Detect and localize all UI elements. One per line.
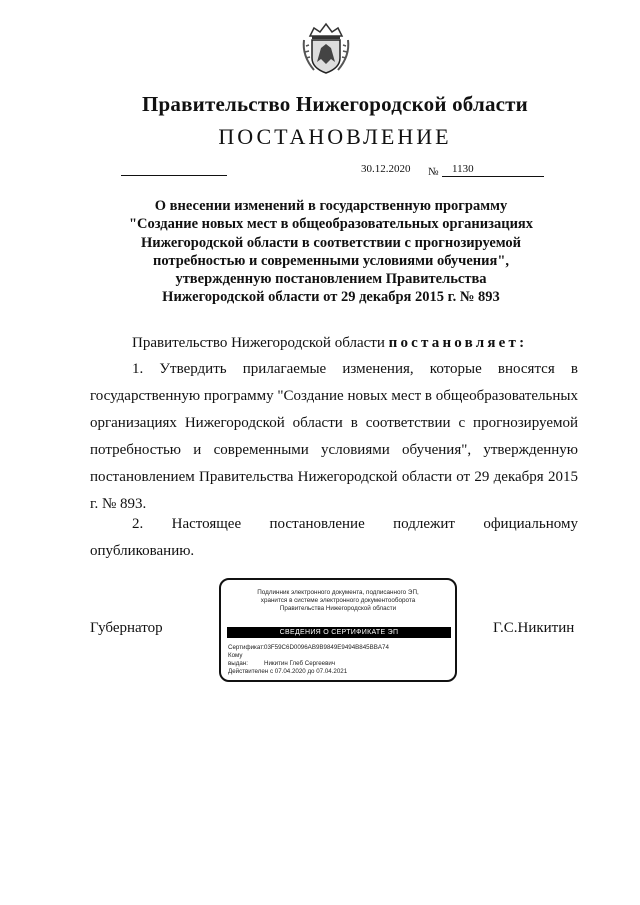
organization-title: Правительство Нижегородской области [142, 92, 528, 116]
subject-line: Нижегородской области от 29 декабря 2015 г. № 893 [162, 289, 500, 306]
paragraph-1: 1. Утвердить прилагаемые изменения, которые вносятся в государственную программу "Создание новых мест в общеобразовательных организациях Нижегородской области в соответствии с прогнозируемой потребностью и современными условиями обучения", утвержденную постановлением Правительства Нижегородской области от 29 декабря 2015 г. № 893. [90, 361, 578, 512]
signatory-position: Губернатор [90, 620, 163, 636]
issued-to-value: Никитин Глеб Сергеевич [264, 660, 336, 667]
stamp-certificate-details [228, 644, 389, 676]
document-date: 30.12.2020 [361, 163, 411, 175]
signatory-name: Г.С.Никитин [493, 620, 575, 636]
subject-line: "Создание новых мест в общеобразовательных организациях [128, 216, 534, 233]
issued-to-row [228, 652, 389, 668]
document-subject [104, 197, 558, 307]
issued-to-label: Кому выдан: [228, 652, 248, 667]
coat-of-arms-emblem [300, 18, 352, 76]
e-signature-stamp [219, 578, 457, 682]
stamp-note [229, 589, 447, 613]
certificate-value: 03F59C6D0096AB9B9849E9494B845BBA74 [264, 644, 389, 651]
stamp-note-line: Подлинник электронного документа, подписанного ЭП, [257, 589, 419, 596]
subject-line: Нижегородской области в соответствии с прогнозируемой [140, 234, 522, 251]
preamble [132, 335, 527, 352]
validity-row: Действителен с 07.04.2020 до 07.04.2021 [228, 668, 348, 675]
subject-line: потребностью и современными условиями обучения", [152, 252, 510, 269]
blank-date-line [121, 175, 227, 176]
document-number: 1130 [442, 163, 544, 177]
number-sign: № [428, 166, 439, 178]
stamp-note-line: Правительства Нижегородской области [279, 605, 397, 612]
certificate-row [228, 644, 389, 652]
preamble-lead: Правительство Нижегородской области [132, 335, 389, 351]
preamble-verb: постановляет: [388, 335, 528, 351]
stamp-title-bar: СВЕДЕНИЯ О СЕРТИФИКАТЕ ЭП [227, 627, 451, 638]
paragraph-2: 2. Настоящее постановление подлежит официальному опубликованию. [90, 516, 578, 559]
document-kind: ПОСТАНОВЛЕНИЕ [218, 124, 452, 149]
subject-line: О внесении изменений в государственную программу [154, 198, 508, 214]
certificate-label: Сертификат: [228, 644, 265, 651]
subject-line: утвержденную постановлением Правительства [175, 271, 487, 288]
stamp-note-line: хранится в системе электронного документооборота [260, 597, 416, 604]
